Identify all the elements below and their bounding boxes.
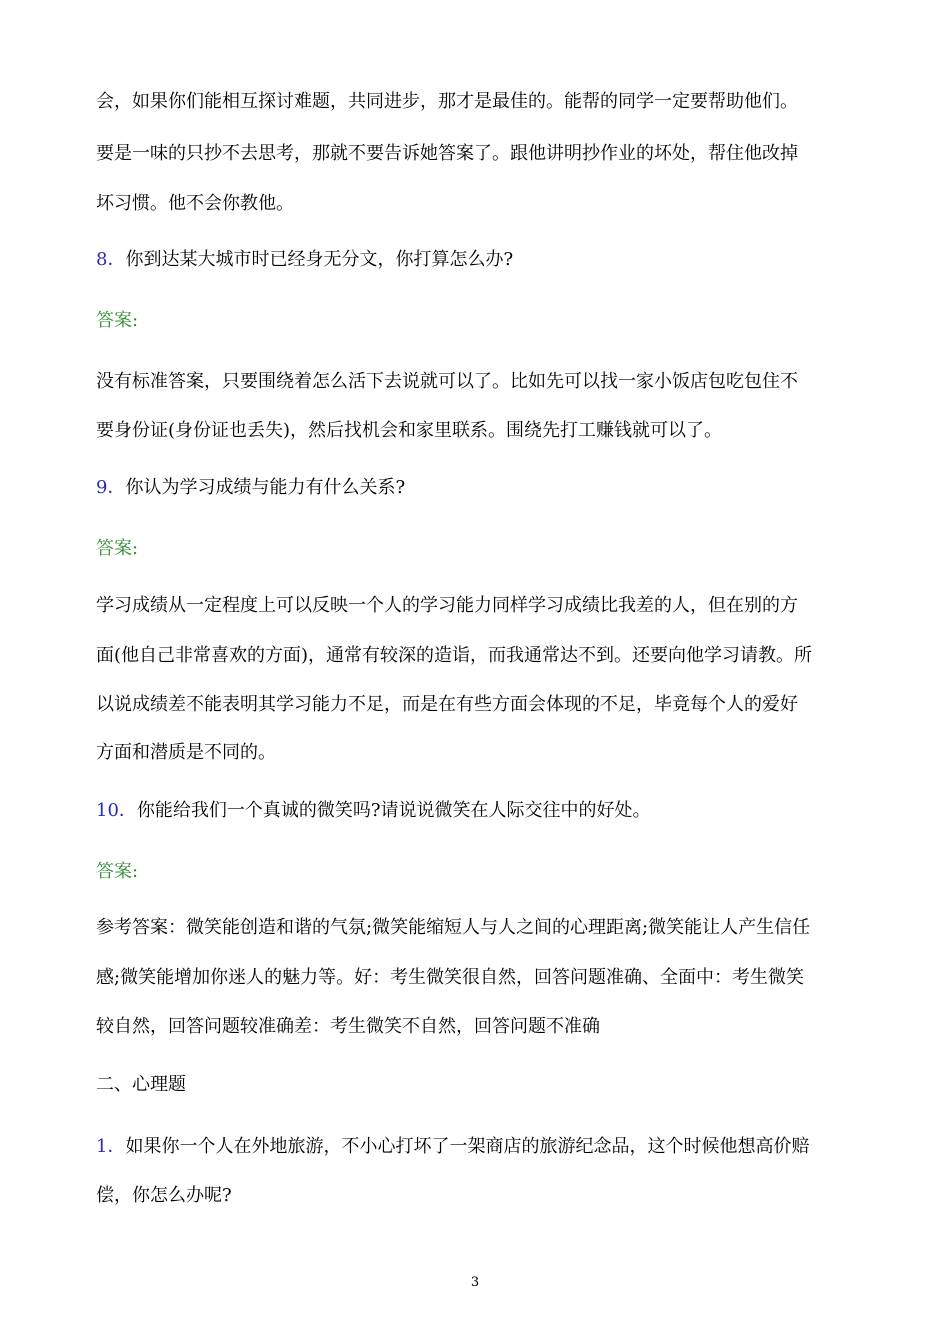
paragraph-line: 要是一味的只抄不去思考，那就不要告诉她答案了。跟他讲明抄作业的坏处，帮住他改掉 (96, 143, 798, 164)
answer-line: 要身份证(身份证也丢失)，然后找机会和家里联系。围绕先打工赚钱就可以了。 (96, 420, 723, 441)
answer-label: 答案: (96, 310, 139, 331)
question-number: 10． (96, 800, 137, 821)
answer-line: 感;微笑能增加你迷人的魅力等。好：考生微笑很自然，回答问题准确、全面中：考生微笑 (96, 967, 805, 988)
answer-label: 答案: (96, 538, 139, 559)
section-heading: 二、心理题 (96, 1074, 186, 1095)
page-number: 3 (470, 1275, 480, 1290)
question-text: 你能给我们一个真诚的微笑吗?请说说微笑在人际交往中的好处。 (136, 800, 651, 821)
answer-line: 参考答案：微笑能创造和谐的气氛;微笑能缩短人与人之间的心理距离;微笑能让人产生信任 (96, 917, 811, 938)
answer-line: 较自然，回答问题较准确差：考生微笑不自然，回答问题不准确 (96, 1016, 600, 1037)
question-number: 9． (96, 477, 126, 498)
question-number: 8． (96, 249, 126, 270)
question-text-continued: 偿，你怎么办呢? (96, 1185, 232, 1206)
question-8 (96, 248, 513, 272)
answer-line: 面(他自己非常喜欢的方面)，通常有较深的造诣，而我通常达不到。还要向他学习请教。所 (96, 645, 813, 666)
question-number: 1． (96, 1136, 126, 1157)
paragraph-line: 坏习惯。他不会你教他。 (96, 193, 294, 214)
answer-line: 学习成绩从一定程度上可以反映一个人的学习能力同样学习成绩比我差的人，但在别的方 (96, 595, 798, 616)
answer-line: 方面和潜质是不同的。 (96, 742, 276, 763)
question-text: 如果你一个人在外地旅游，不小心打坏了一架商店的旅游纪念品，这个时候他想高价赔 (125, 1136, 810, 1157)
question-text: 你认为学习成绩与能力有什么关系? (125, 477, 406, 498)
question-9 (96, 476, 405, 500)
question-10 (96, 799, 651, 823)
paragraph-line: 会，如果你们能相互探讨难题，共同进步，那才是最佳的。能帮的同学一定要帮助他们。 (96, 91, 798, 112)
answer-line: 以说成绩差不能表明其学习能力不足，而是在有些方面会体现的不足，毕竟每个人的爱好 (96, 694, 798, 715)
question-text: 你到达某大城市时已经身无分文，你打算怎么办? (125, 249, 514, 270)
answer-line: 没有标准答案，只要围绕着怎么活下去说就可以了。比如先可以找一家小饭店包吃包住不 (96, 371, 798, 392)
psych-question-1 (96, 1135, 809, 1159)
answer-label: 答案: (96, 861, 139, 882)
